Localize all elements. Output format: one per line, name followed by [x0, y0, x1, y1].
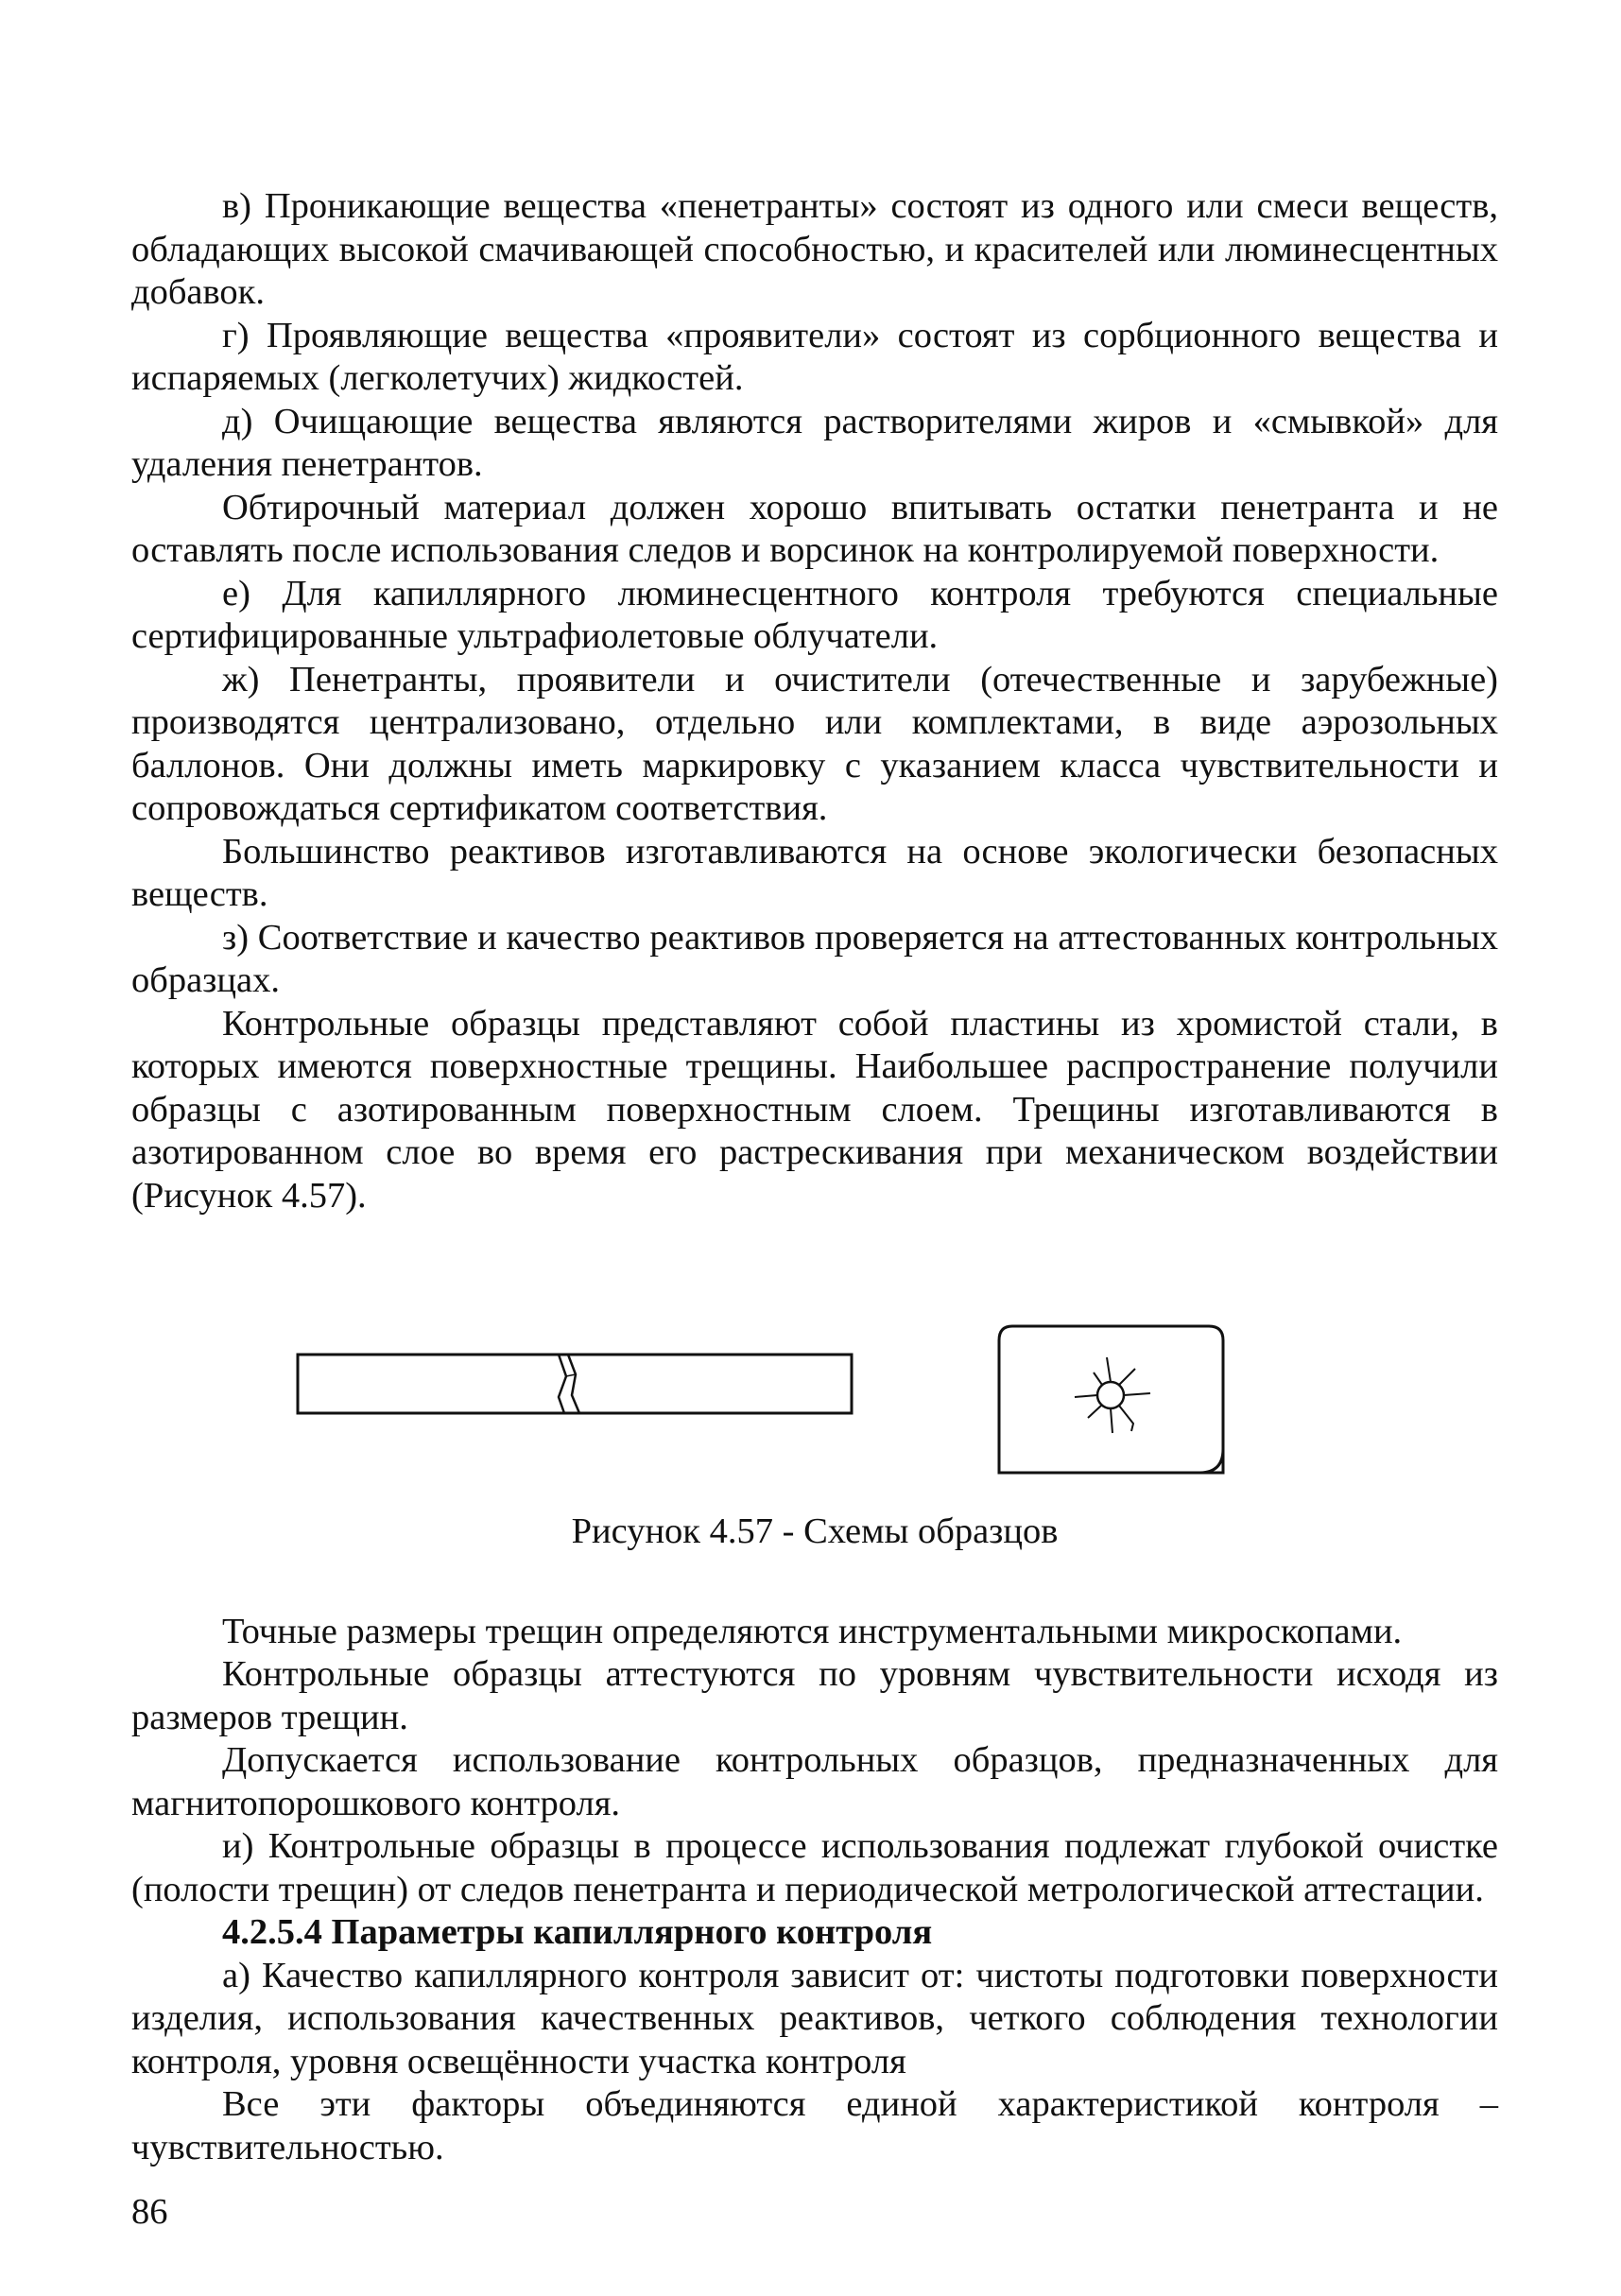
- figure-caption: Рисунок 4.57 - Схемы образцов: [571, 1511, 1059, 1551]
- paragraph-certification-levels: Контрольные образцы аттестуются по уровням чувствительности исходя из размеров трещин.: [131, 1654, 1498, 1737]
- disc-sample-with-star-crack: [999, 1326, 1223, 1473]
- figure-drawing: [131, 1274, 1498, 1511]
- plate-sample-with-crack: [298, 1355, 852, 1413]
- paragraph-crack-sizes: Точные размеры трещин определяются инструментальными микроскопами.: [222, 1611, 1403, 1651]
- page-number: 86: [131, 2192, 168, 2232]
- page-content: [131, 185, 1498, 2169]
- paragraph-wiping-material: Обтирочный материал должен хорошо впитывать остатки пенетранта и не оставлять после использования следов и ворсинок на контролируемой поверхности.: [131, 487, 1498, 570]
- paragraph-i: и) Контрольные образцы в процессе использования подлежат глубокой очистке (полости трещин) от следов пенетранта и периодической метрологической аттестации.: [131, 1826, 1498, 1909]
- paragraph-reagents-ecology: Большинство реактивов изготавливаются на основе экологически безопасных веществ.: [131, 831, 1498, 914]
- section-heading: 4.2.5.4 Параметры капиллярного контроля: [222, 1912, 933, 1952]
- paragraph-sensitivity: Все эти факторы объединяются единой характеристикой контроля – чувствительностью.: [131, 2084, 1498, 2167]
- paragraph-e: е) Для капиллярного люминесцентного контроля требуются специальные сертифицированные ультрафиолетовые облучатели.: [131, 573, 1498, 656]
- paragraph-control-samples: Контрольные образцы представляют собой пластины из хромистой стали, в которых имеются поверхностные трещины. Наибольшее распространение получили образцы с азотированным поверхностным слоем. Трещины изготавливаются в азотированном слое во время его растрескивания при механическом воздействии (Рисунок 4.57).: [131, 1003, 1498, 1216]
- paragraph-zh: ж) Пенетранты, проявители и очистители (отечественные и зарубежные) производятся централизовано, отдельно или комплектами, в виде аэрозольных баллонов. Они должны иметь маркировку с указанием класса чувствительности и сопровождаться сертификатом соответствия.: [131, 659, 1498, 828]
- paragraph-a-quality: а) Качество капиллярного контроля зависит от: чистоты подготовки поверхности изделия, использования качественных реактивов, четкого соблюдения технологии контроля, уровня освещённости участка контроля: [131, 1955, 1498, 2081]
- paragraph-magnetic-samples: Допускается использование контрольных образцов, предназначенных для магнитопорошкового контроля.: [131, 1740, 1498, 1823]
- paragraph-v: в) Проникающие вещества «пенетранты» состоят из одного или смеси веществ, обладающих высокой смачивающей способностью, и красителей или люминесцентных добавок.: [131, 186, 1498, 312]
- paragraph-z: з) Соответствие и качество реактивов проверяется на аттестованных контрольных образцах.: [131, 917, 1498, 1000]
- paragraph-d: д) Очищающие вещества являются растворителями жиров и «смывкой» для удаления пенетрантов.: [131, 401, 1498, 484]
- figure-sample-schemes: [131, 1274, 1498, 1511]
- paragraph-g: г) Проявляющие вещества «проявители» состоят из сорбционного вещества и испаряемых (легколетучих) жидкостей.: [131, 315, 1498, 398]
